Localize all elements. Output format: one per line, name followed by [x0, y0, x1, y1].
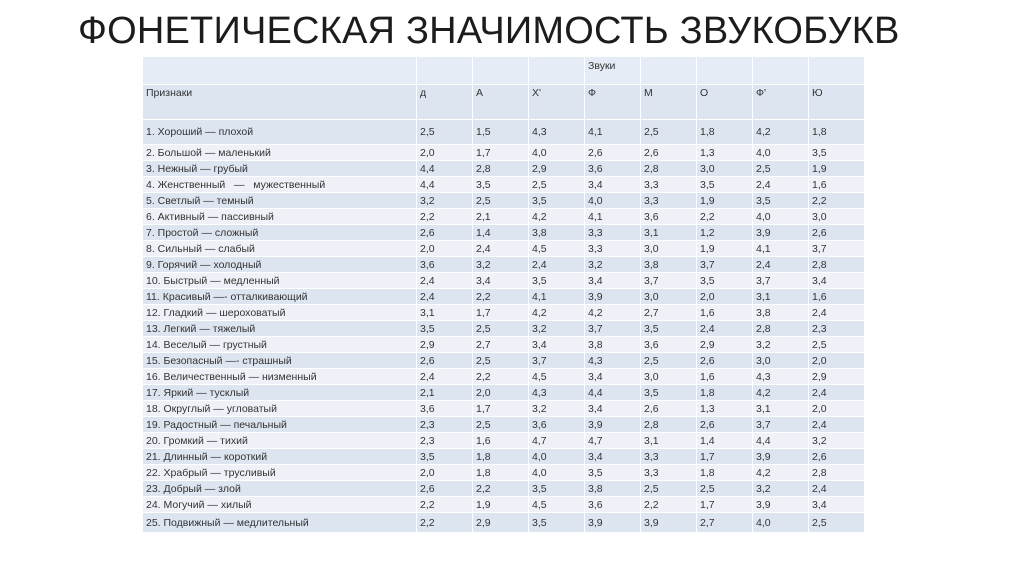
feature-label: 16. Величественный — низменный [143, 369, 417, 385]
value-cell: 2,4 [809, 385, 865, 401]
value-cell: 4,7 [529, 433, 585, 449]
value-cell: 1,8 [473, 449, 529, 465]
value-cell: 2,4 [529, 257, 585, 273]
header-blank-cell [473, 57, 529, 85]
header-blank-cell [417, 57, 473, 85]
sound-header: д [417, 85, 473, 120]
value-cell: 4,3 [585, 353, 641, 369]
feature-label: 19. Радостный — печальный [143, 417, 417, 433]
value-cell: 3,3 [641, 465, 697, 481]
feature-label: 20. Громкий — тихий [143, 433, 417, 449]
value-cell: 4,0 [753, 209, 809, 225]
value-cell: 2,2 [641, 497, 697, 513]
value-cell: 3,6 [529, 417, 585, 433]
table-row [143, 481, 865, 497]
value-cell: 4,4 [417, 177, 473, 193]
value-cell: 2,6 [641, 401, 697, 417]
table-row [143, 353, 865, 369]
header-blank-cell [529, 57, 585, 85]
value-cell: 1,8 [697, 385, 753, 401]
table-row [143, 257, 865, 273]
feature-label: 4. Женственный — мужественный [143, 177, 417, 193]
value-cell: 3,5 [529, 193, 585, 209]
feature-label: 23. Добрый — злой [143, 481, 417, 497]
value-cell: 3,7 [585, 321, 641, 337]
value-cell: 2,0 [809, 401, 865, 417]
value-cell: 2,2 [417, 209, 473, 225]
value-cell: 1,6 [697, 305, 753, 321]
value-cell: 3,6 [585, 161, 641, 177]
table-row [143, 273, 865, 289]
header-blank-cell [143, 57, 417, 85]
feature-label: 24. Могучий — хилый [143, 497, 417, 513]
value-cell: 1,9 [697, 241, 753, 257]
feature-label: 6. Активный — пассивный [143, 209, 417, 225]
value-cell: 1,3 [697, 401, 753, 417]
table-row [143, 369, 865, 385]
sounds-group-header: Звуки [585, 57, 641, 85]
value-cell: 3,8 [529, 225, 585, 241]
table-row [143, 417, 865, 433]
value-cell: 2,7 [473, 337, 529, 353]
features-header: Признаки [143, 85, 417, 120]
value-cell: 4,5 [529, 369, 585, 385]
value-cell: 2,0 [417, 241, 473, 257]
value-cell: 2,5 [809, 513, 865, 533]
value-cell: 2,8 [641, 417, 697, 433]
feature-label: 10. Быстрый — медленный [143, 273, 417, 289]
value-cell: 1,9 [473, 497, 529, 513]
value-cell: 1,9 [697, 193, 753, 209]
value-cell: 2,5 [473, 417, 529, 433]
feature-label: 17. Яркий — тусклый [143, 385, 417, 401]
value-cell: 4,0 [529, 449, 585, 465]
value-cell: 2,2 [473, 289, 529, 305]
sound-header: Ф' [753, 85, 809, 120]
value-cell: 3,1 [753, 401, 809, 417]
value-cell: 2,0 [473, 385, 529, 401]
value-cell: 3,3 [585, 225, 641, 241]
value-cell: 4,3 [753, 369, 809, 385]
value-cell: 1,4 [697, 433, 753, 449]
value-cell: 2,5 [641, 120, 697, 145]
value-cell: 2,9 [473, 513, 529, 533]
value-cell: 4,4 [417, 161, 473, 177]
feature-label: 3. Нежный — грубый [143, 161, 417, 177]
value-cell: 2,6 [585, 145, 641, 161]
value-cell: 3,3 [641, 193, 697, 209]
value-cell: 2,2 [417, 497, 473, 513]
value-cell: 2,4 [809, 305, 865, 321]
value-cell: 2,4 [417, 289, 473, 305]
header-blank-cell [641, 57, 697, 85]
value-cell: 2,8 [809, 465, 865, 481]
value-cell: 2,6 [417, 225, 473, 241]
value-cell: 3,6 [641, 337, 697, 353]
value-cell: 3,5 [809, 145, 865, 161]
value-cell: 3,6 [417, 257, 473, 273]
value-cell: 3,8 [585, 337, 641, 353]
value-cell: 3,9 [753, 497, 809, 513]
feature-label: 15. Безопасный —- страшный [143, 353, 417, 369]
value-cell: 4,2 [529, 305, 585, 321]
table-row [143, 305, 865, 321]
value-cell: 2,1 [417, 385, 473, 401]
value-cell: 1,8 [697, 120, 753, 145]
value-cell: 1,7 [473, 145, 529, 161]
feature-label: 11. Красивый —- отталкивающий [143, 289, 417, 305]
value-cell: 3,1 [417, 305, 473, 321]
value-cell: 3,7 [753, 417, 809, 433]
value-cell: 2,5 [641, 353, 697, 369]
value-cell: 1,5 [473, 120, 529, 145]
value-cell: 3,2 [753, 481, 809, 497]
table-row [143, 465, 865, 481]
value-cell: 2,4 [417, 369, 473, 385]
value-cell: 3,2 [809, 433, 865, 449]
value-cell: 3,3 [641, 449, 697, 465]
value-cell: 2,6 [697, 353, 753, 369]
value-cell: 3,0 [809, 209, 865, 225]
value-cell: 2,5 [641, 481, 697, 497]
feature-label: 18. Округлый — угловатый [143, 401, 417, 417]
value-cell: 3,4 [809, 497, 865, 513]
header-row-group [143, 57, 865, 85]
value-cell: 1,7 [697, 497, 753, 513]
table-row [143, 209, 865, 225]
value-cell: 3,4 [585, 273, 641, 289]
value-cell: 4,2 [753, 465, 809, 481]
table-row [143, 513, 865, 533]
value-cell: 2,5 [417, 120, 473, 145]
value-cell: 2,9 [417, 337, 473, 353]
value-cell: 3,2 [417, 193, 473, 209]
feature-label: 12. Гладкий — шероховатый [143, 305, 417, 321]
value-cell: 2,5 [529, 177, 585, 193]
value-cell: 3,8 [641, 257, 697, 273]
value-cell: 1,2 [697, 225, 753, 241]
value-cell: 2,7 [697, 513, 753, 533]
feature-label: 22. Храбрый — трусливый [143, 465, 417, 481]
value-cell: 3,5 [473, 177, 529, 193]
slide-title: ФОНЕТИЧЕСКАЯ ЗНАЧИМОСТЬ ЗВУКОБУКВ [78, 10, 900, 52]
value-cell: 3,0 [641, 241, 697, 257]
value-cell: 2,3 [417, 417, 473, 433]
header-blank-cell [809, 57, 865, 85]
value-cell: 2,3 [809, 321, 865, 337]
value-cell: 1,6 [473, 433, 529, 449]
value-cell: 3,0 [753, 353, 809, 369]
feature-label: 5. Светлый — темный [143, 193, 417, 209]
value-cell: 2,0 [697, 289, 753, 305]
table-row [143, 161, 865, 177]
value-cell: 2,2 [417, 513, 473, 533]
value-cell: 4,1 [585, 209, 641, 225]
value-cell: 1,8 [473, 465, 529, 481]
value-cell: 3,4 [585, 177, 641, 193]
value-cell: 2,4 [753, 257, 809, 273]
table-body [143, 57, 865, 533]
value-cell: 1,6 [697, 369, 753, 385]
value-cell: 3,5 [529, 481, 585, 497]
table-row [143, 449, 865, 465]
value-cell: 3,5 [417, 321, 473, 337]
value-cell: 3,1 [753, 289, 809, 305]
value-cell: 2,5 [473, 193, 529, 209]
value-cell: 3,3 [641, 177, 697, 193]
value-cell: 4,2 [753, 385, 809, 401]
value-cell: 2,4 [809, 481, 865, 497]
value-cell: 2,6 [809, 225, 865, 241]
value-cell: 2,8 [473, 161, 529, 177]
value-cell: 3,7 [753, 273, 809, 289]
value-cell: 2,2 [473, 369, 529, 385]
table-row [143, 289, 865, 305]
value-cell: 2,4 [417, 273, 473, 289]
table-row [143, 497, 865, 513]
value-cell: 2,6 [809, 449, 865, 465]
value-cell: 2,2 [697, 209, 753, 225]
value-cell: 3,7 [641, 273, 697, 289]
sound-header: М [641, 85, 697, 120]
table-row [143, 241, 865, 257]
value-cell: 4,0 [753, 513, 809, 533]
value-cell: 3,4 [809, 273, 865, 289]
value-cell: 3,2 [473, 257, 529, 273]
value-cell: 3,0 [641, 369, 697, 385]
feature-label: 25. Подвижный — медлительный [143, 513, 417, 533]
value-cell: 2,9 [809, 369, 865, 385]
value-cell: 3,5 [585, 465, 641, 481]
table-row [143, 385, 865, 401]
value-cell: 3,5 [529, 513, 585, 533]
value-cell: 2,5 [697, 481, 753, 497]
value-cell: 3,8 [585, 481, 641, 497]
header-blank-cell [697, 57, 753, 85]
value-cell: 3,0 [697, 161, 753, 177]
value-cell: 4,3 [529, 385, 585, 401]
value-cell: 3,7 [809, 241, 865, 257]
value-cell: 3,4 [473, 273, 529, 289]
value-cell: 2,0 [417, 465, 473, 481]
value-cell: 3,9 [585, 513, 641, 533]
sound-header: А [473, 85, 529, 120]
value-cell: 3,9 [585, 417, 641, 433]
value-cell: 2,6 [417, 353, 473, 369]
value-cell: 2,5 [473, 321, 529, 337]
value-cell: 3,3 [585, 241, 641, 257]
value-cell: 3,4 [585, 401, 641, 417]
value-cell: 3,1 [641, 433, 697, 449]
value-cell: 3,6 [417, 401, 473, 417]
value-cell: 2,8 [809, 257, 865, 273]
value-cell: 1,8 [697, 465, 753, 481]
feature-label: 7. Простой — сложный [143, 225, 417, 241]
value-cell: 3,4 [585, 369, 641, 385]
header-blank-cell [753, 57, 809, 85]
value-cell: 1,6 [809, 289, 865, 305]
value-cell: 3,7 [697, 257, 753, 273]
feature-label: 2. Большой — маленький [143, 145, 417, 161]
value-cell: 2,8 [753, 321, 809, 337]
value-cell: 3,5 [697, 273, 753, 289]
feature-label: 14. Веселый — грустный [143, 337, 417, 353]
table-row [143, 145, 865, 161]
value-cell: 3,2 [753, 337, 809, 353]
table-row [143, 321, 865, 337]
value-cell: 2,0 [417, 145, 473, 161]
value-cell: 2,3 [417, 433, 473, 449]
table-row [143, 433, 865, 449]
feature-label: 9. Горячий — холодный [143, 257, 417, 273]
value-cell: 1,8 [809, 120, 865, 145]
value-cell: 3,0 [641, 289, 697, 305]
table-row [143, 337, 865, 353]
value-cell: 4,0 [529, 465, 585, 481]
value-cell: 2,5 [809, 337, 865, 353]
value-cell: 2,0 [809, 353, 865, 369]
value-cell: 4,1 [585, 120, 641, 145]
value-cell: 4,2 [753, 120, 809, 145]
value-cell: 3,9 [753, 449, 809, 465]
value-cell: 3,9 [753, 225, 809, 241]
sound-header: Ю [809, 85, 865, 120]
value-cell: 4,2 [585, 305, 641, 321]
value-cell: 3,5 [641, 385, 697, 401]
value-cell: 2,6 [417, 481, 473, 497]
value-cell: 4,5 [529, 241, 585, 257]
value-cell: 2,4 [753, 177, 809, 193]
value-cell: 4,1 [753, 241, 809, 257]
value-cell: 3,5 [417, 449, 473, 465]
value-cell: 2,5 [753, 161, 809, 177]
sound-header: О [697, 85, 753, 120]
value-cell: 4,2 [529, 209, 585, 225]
table-row [143, 177, 865, 193]
value-cell: 2,4 [473, 241, 529, 257]
phonetic-table [142, 56, 865, 533]
value-cell: 2,9 [529, 161, 585, 177]
value-cell: 3,5 [697, 177, 753, 193]
value-cell: 3,5 [641, 321, 697, 337]
value-cell: 2,7 [641, 305, 697, 321]
feature-label: 1. Хороший — плохой [143, 120, 417, 145]
feature-label: 8. Сильный — слабый [143, 241, 417, 257]
value-cell: 1,7 [697, 449, 753, 465]
value-cell: 2,2 [809, 193, 865, 209]
value-cell: 4,0 [529, 145, 585, 161]
feature-label: 13. Легкий — тяжелый [143, 321, 417, 337]
table-row [143, 120, 865, 145]
value-cell: 2,9 [697, 337, 753, 353]
value-cell: 1,4 [473, 225, 529, 241]
sound-header: Ф [585, 85, 641, 120]
value-cell: 3,2 [529, 401, 585, 417]
value-cell: 4,1 [529, 289, 585, 305]
value-cell: 4,0 [585, 193, 641, 209]
value-cell: 2,6 [641, 145, 697, 161]
value-cell: 4,3 [529, 120, 585, 145]
value-cell: 3,6 [641, 209, 697, 225]
value-cell: 3,9 [641, 513, 697, 533]
value-cell: 1,9 [809, 161, 865, 177]
value-cell: 4,5 [529, 497, 585, 513]
value-cell: 2,6 [697, 417, 753, 433]
value-cell: 1,3 [697, 145, 753, 161]
value-cell: 2,1 [473, 209, 529, 225]
value-cell: 4,4 [585, 385, 641, 401]
value-cell: 4,7 [585, 433, 641, 449]
value-cell: 3,1 [641, 225, 697, 241]
value-cell: 3,9 [585, 289, 641, 305]
value-cell: 1,7 [473, 305, 529, 321]
value-cell: 3,2 [529, 321, 585, 337]
value-cell: 3,2 [585, 257, 641, 273]
value-cell: 2,4 [697, 321, 753, 337]
value-cell: 2,4 [809, 417, 865, 433]
value-cell: 4,4 [753, 433, 809, 449]
value-cell: 3,5 [753, 193, 809, 209]
value-cell: 3,4 [529, 337, 585, 353]
value-cell: 3,7 [529, 353, 585, 369]
value-cell: 3,8 [753, 305, 809, 321]
sound-header: Х' [529, 85, 585, 120]
value-cell: 3,6 [585, 497, 641, 513]
value-cell: 2,2 [473, 481, 529, 497]
table-row [143, 225, 865, 241]
header-row-sounds [143, 85, 865, 120]
value-cell: 1,7 [473, 401, 529, 417]
table-row [143, 193, 865, 209]
value-cell: 4,0 [753, 145, 809, 161]
feature-label: 21. Длинный — короткий [143, 449, 417, 465]
value-cell: 3,4 [585, 449, 641, 465]
value-cell: 1,6 [809, 177, 865, 193]
value-cell: 2,5 [473, 353, 529, 369]
table-row [143, 401, 865, 417]
value-cell: 3,5 [529, 273, 585, 289]
value-cell: 2,8 [641, 161, 697, 177]
